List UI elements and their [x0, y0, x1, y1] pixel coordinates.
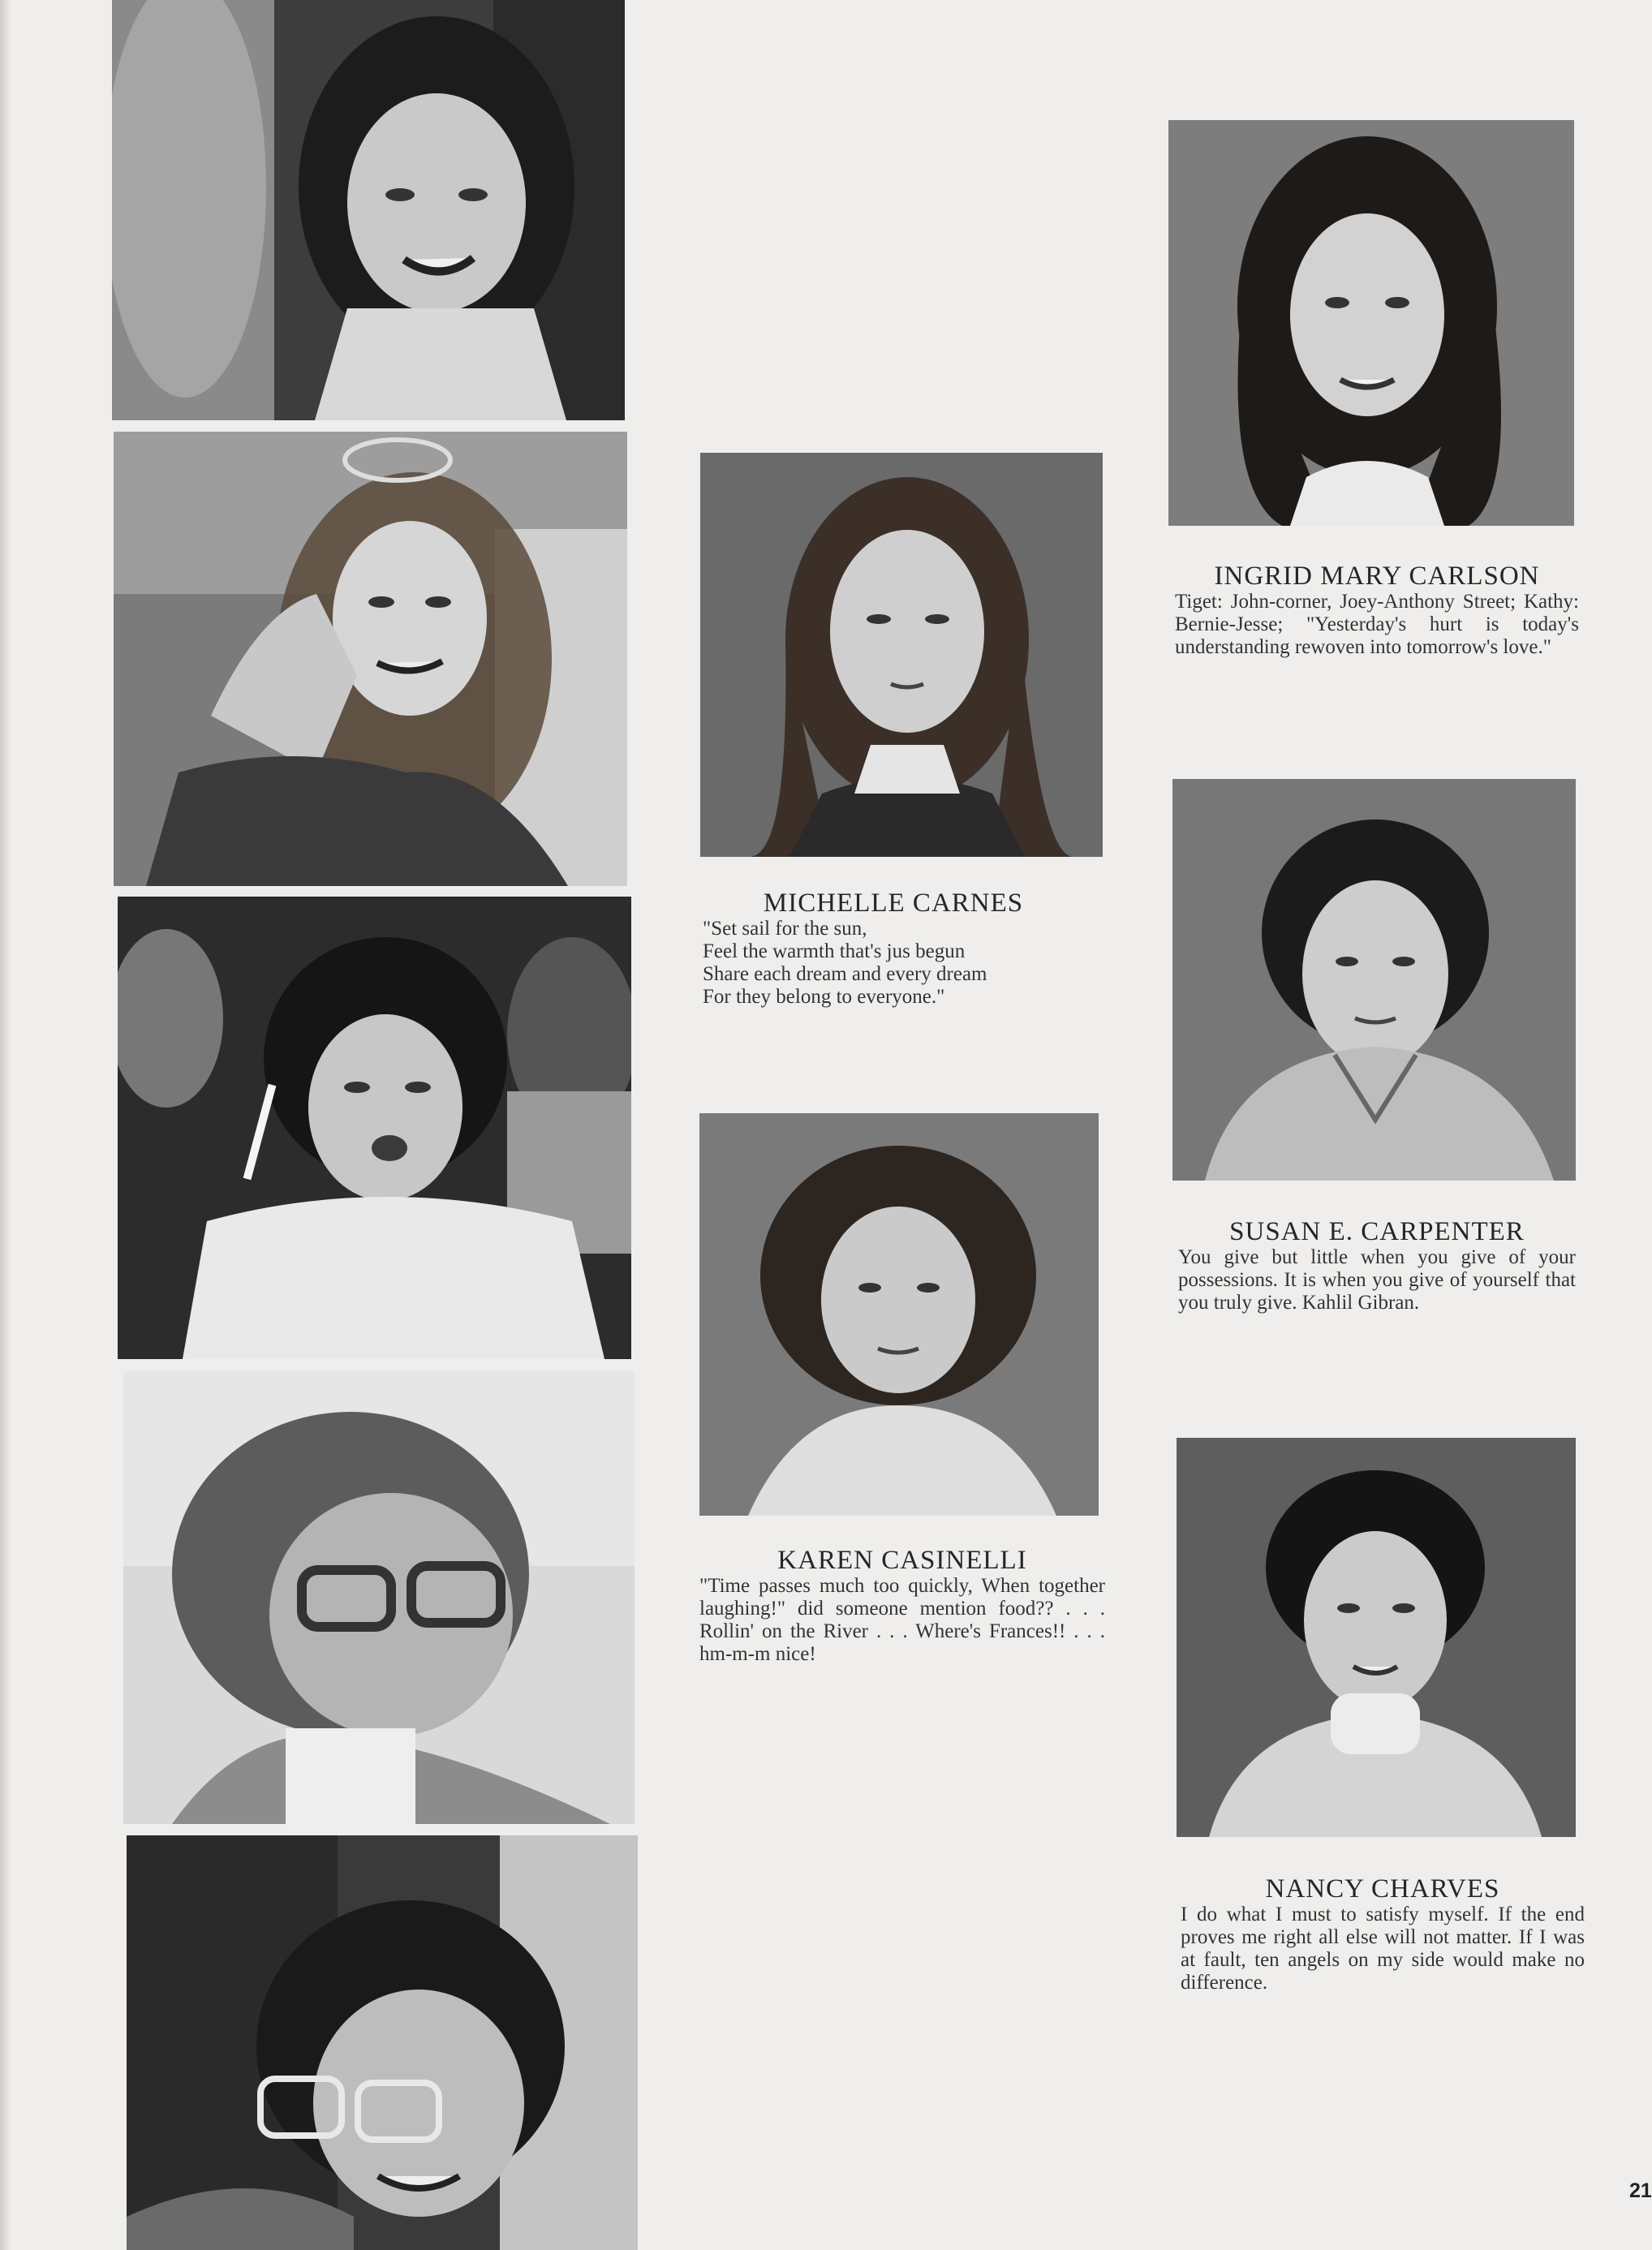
- senior-quote: "Time passes much too quickly, When together laughing!" did someone mention food?? . . . Rollin' on the River . . . Where's Frances!! . . . hm-m-m nice!: [699, 1575, 1105, 1665]
- senior-name: SUSAN E. CARPENTER: [1229, 1217, 1525, 1246]
- candid-photo-5: [127, 1835, 638, 2250]
- page-edge-shadow: [0, 0, 11, 2250]
- senior-name: NANCY CHARVES: [1265, 1874, 1500, 1904]
- senior-quote: You give but little when you give of your possessions. It is when you give of yourself that you truly give. Kahlil Gibran.: [1178, 1246, 1576, 1314]
- candid-photo-2: [114, 432, 627, 886]
- senior-name: MICHELLE CARNES: [763, 888, 1024, 918]
- entry-susan-e-carpenter: [1178, 1217, 1576, 1314]
- portrait-karen-casinelli: [699, 1113, 1099, 1516]
- senior-name: KAREN CASINELLI: [777, 1546, 1027, 1575]
- candid-photo-4: [123, 1371, 635, 1824]
- entry-karen-casinelli: [699, 1546, 1105, 1666]
- entry-ingrid-mary-carlson: [1175, 561, 1579, 659]
- senior-name: INGRID MARY CARLSON: [1214, 561, 1540, 591]
- portrait-ingrid-mary-carlson: [1168, 120, 1574, 526]
- portrait-nancy-charves: [1177, 1438, 1576, 1837]
- entry-michelle-carnes: [703, 888, 1084, 1009]
- candid-photo-1: [112, 0, 625, 420]
- candid-photo-3: [118, 897, 631, 1359]
- entry-nancy-charves: [1181, 1874, 1585, 1994]
- page-number: 21: [1629, 2179, 1652, 2202]
- senior-quote: Tiget: John-corner, Joey-Anthony Street; Kathy: Bernie-Jesse; "Yesterday's hurt is today's understanding rewoven into tomorrow's love.": [1175, 591, 1579, 658]
- senior-quote: "Set sail for the sun, Feel the warmth that's jus begun Share each dream and every dream For they belong to everyone.": [703, 918, 987, 1008]
- senior-quote: I do what I must to satisfy myself. If the end proves me right all else will not matter. If I was at fault, ten angels on my side would make no difference.: [1181, 1904, 1585, 1994]
- portrait-susan-e-carpenter: [1172, 779, 1576, 1181]
- portrait-michelle-carnes: [700, 453, 1103, 857]
